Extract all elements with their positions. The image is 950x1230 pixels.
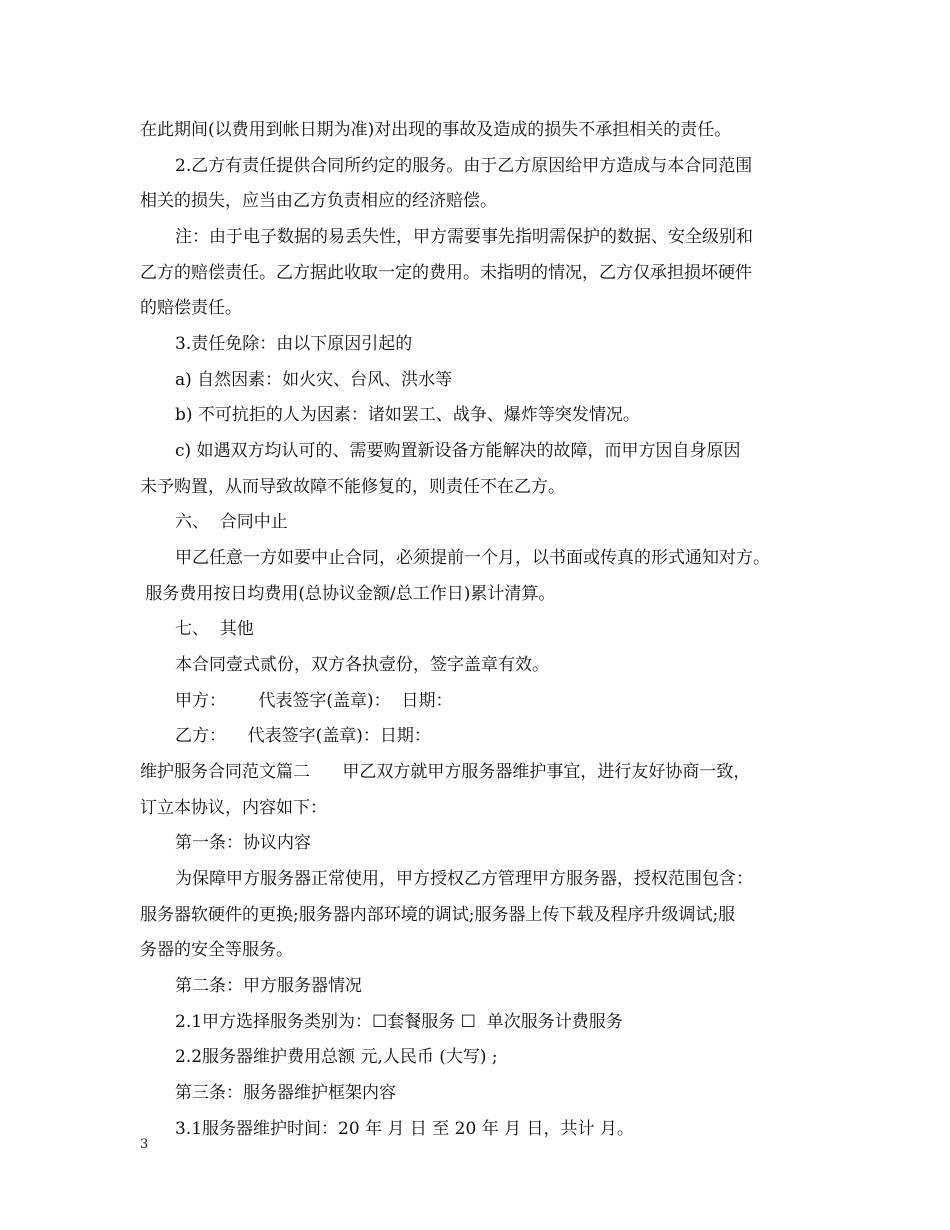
article-heading-1: 第一条：协议内容 — [175, 833, 311, 853]
text-line-4: 注：由于电子数据的易丢失性，甲方需要事先指明需保护的数据、安全级别和 — [175, 227, 753, 247]
text-line-7: 3.责任免除：由以下原因引起的 — [175, 334, 413, 354]
signature-line-party-b: 乙方： 代表签字(盖章)：日期： — [175, 726, 431, 746]
text-line-6: 的赔偿责任。 — [140, 298, 242, 318]
text-line-5: 乙方的赔偿责任。乙方据此收取一定的费用。未指明的情况，乙方仅承担损坏硬件 — [140, 263, 752, 283]
article-heading-2: 第二条：甲方服务器情况 — [175, 976, 362, 996]
text-line-14: 服务费用按日均费用(总协议金额/总工作日)累计清算。 — [140, 584, 556, 604]
text-line-16: 本合同壹式贰份，双方各执壹份，签字盖章有效。 — [175, 655, 549, 675]
service-type-line: 2.1甲方选择服务类别为：☐套餐服务 ☐ 单次服务计费服务 — [175, 1012, 623, 1032]
section-heading-6: 六、 合同中止 — [175, 512, 288, 532]
text-line-19: 维护服务合同范文篇二 甲乙双方就甲方服务器维护事宜，进行友好协商一致， — [140, 762, 751, 782]
text-line-2: 2.乙方有责任提供合同所约定的服务。由于乙方原因给甲方造成与本合同范围 — [175, 156, 753, 176]
text-line-22: 为保障甲方服务器正常使用，甲方授权乙方管理甲方服务器，授权范围包含： — [175, 869, 753, 889]
signature-line-party-a: 甲方： 代表签字(盖章)： 日期： — [175, 691, 453, 711]
text-line-9: b) 不可抗拒的人为因素：诸如罢工、战争、爆炸等突发情况。 — [175, 405, 640, 425]
text-line-11: 未予购置，从而导致故障不能修复的，则责任不在乙方。 — [140, 477, 565, 497]
text-line-20: 订立本协议，内容如下： — [140, 798, 327, 818]
section-heading-7: 七、 其他 — [175, 619, 254, 639]
article-heading-3: 第三条：服务器维护框架内容 — [175, 1083, 396, 1103]
text-line-24: 务器的安全等服务。 — [140, 940, 293, 960]
text-line-3: 相关的损失，应当由乙方负责相应的经济赔偿。 — [140, 191, 497, 211]
text-line-1: 在此期间(以费用到帐日期为准)对出现的事故及造成的损失不承担相关的责任。 — [140, 120, 732, 140]
text-line-13: 甲乙任意一方如要中止合同，必须提前一个月，以书面或传真的形式通知对方。 — [175, 548, 770, 568]
text-line-23: 服务器软硬件的更换;服务器内部环境的调试;服务器上传下载及程序升级调试;服 — [140, 905, 736, 925]
maintenance-period-line: 3.1服务器维护时间：20 年 月 日 至 20 年 月 日，共计 月。 — [175, 1119, 634, 1139]
fee-total-line: 2.2服务器维护费用总额 元,人民币 (大写) ; — [175, 1047, 498, 1067]
text-line-10: c) 如遇双方均认可的、需要购置新设备方能解决的故障，而甲方因自身原因 — [175, 441, 741, 461]
text-line-8: a) 自然因素：如火灾、台风、洪水等 — [175, 370, 453, 390]
page-number: 3 — [140, 1137, 149, 1152]
